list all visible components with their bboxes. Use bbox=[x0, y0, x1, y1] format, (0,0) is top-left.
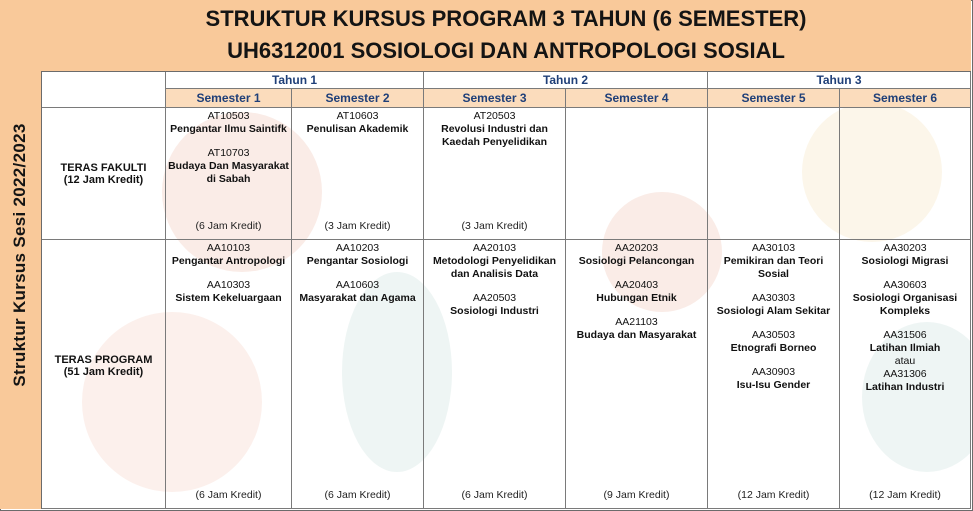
course-spacer bbox=[292, 268, 423, 279]
side-label: Struktur Kursus Sesi 2022/2023 bbox=[10, 123, 29, 387]
course-code: AT10503 bbox=[207, 110, 250, 122]
credit-hours: (6 Jam Kredit) bbox=[324, 489, 391, 501]
course-code: AA10603 bbox=[335, 279, 380, 291]
course-cell bbox=[566, 240, 708, 509]
course-name: Budaya Dan Masyarakat di Sabah bbox=[168, 160, 289, 185]
semester-header: Semester 3 bbox=[424, 89, 566, 108]
course-name: Latihan Industri bbox=[865, 381, 945, 393]
course-cell bbox=[566, 108, 708, 240]
course-name: Metodologi Penyelidikan dan Analisis Data bbox=[432, 255, 557, 280]
course-cell bbox=[292, 240, 424, 509]
course-code: AA20103 bbox=[472, 242, 517, 254]
course-code: AT10603 bbox=[336, 110, 379, 122]
course-cell bbox=[424, 240, 566, 509]
course-name: Hubungan Etnik bbox=[596, 292, 677, 304]
course-code: AA21103 bbox=[615, 316, 658, 328]
course-spacer bbox=[708, 355, 839, 366]
year-header: Tahun 3 bbox=[708, 72, 971, 89]
course-name: Sosiologi Organisasi Kompleks bbox=[852, 292, 958, 317]
credit-hours: (3 Jam Kredit) bbox=[324, 220, 391, 232]
credit-hours: (6 Jam Kredit) bbox=[195, 220, 262, 232]
course-spacer bbox=[166, 268, 291, 279]
course-cell bbox=[292, 108, 424, 240]
year-header: Tahun 2 bbox=[424, 72, 708, 89]
row-label-text bbox=[42, 162, 165, 186]
course-cell bbox=[840, 108, 971, 240]
course-code: AA30303 bbox=[751, 292, 796, 304]
title-line-1: STRUKTUR KURSUS PROGRAM 3 TAHUN (6 SEMESTER) bbox=[205, 6, 807, 31]
course-spacer bbox=[566, 305, 707, 316]
course-name: Sosiologi Alam Sekitar bbox=[716, 305, 831, 317]
course-name: Pemikiran dan Teori Sosial bbox=[723, 255, 824, 280]
course-code: AA31306 bbox=[883, 368, 927, 380]
course-spacer bbox=[708, 281, 839, 292]
row-label-title: TERAS PROGRAM bbox=[54, 354, 153, 366]
credit-hours: (3 Jam Kredit) bbox=[461, 220, 528, 232]
course-name: Etnografi Borneo bbox=[730, 342, 817, 354]
course-spacer bbox=[166, 136, 291, 147]
course-spacer bbox=[840, 268, 970, 279]
course-cell bbox=[840, 240, 971, 509]
semester-header: Semester 1 bbox=[166, 89, 292, 108]
course-name: Sosiologi Industri bbox=[450, 305, 539, 317]
course-code: AT10703 bbox=[207, 147, 250, 159]
row-label-credit: (12 Jam Kredit) bbox=[63, 174, 144, 186]
credit-hours: (6 Jam Kredit) bbox=[195, 489, 262, 501]
course-spacer bbox=[424, 281, 565, 292]
course-spacer bbox=[708, 318, 839, 329]
course-name: Sosiologi Migrasi bbox=[861, 255, 949, 267]
course-code: AA20403 bbox=[614, 279, 659, 291]
credit-hours: (12 Jam Kredit) bbox=[737, 489, 810, 501]
course-code: AA30203 bbox=[883, 242, 927, 254]
course-name: Revolusi Industri dan Kaedah Penyelidikan bbox=[441, 123, 548, 148]
credit-hours: (6 Jam Kredit) bbox=[461, 489, 528, 501]
course-code: AT20503 bbox=[473, 110, 516, 122]
title-line-2: UH6312001 SOSIOLOGI DAN ANTROPOLOGI SOSIAL bbox=[227, 38, 785, 63]
course-spacer bbox=[840, 318, 970, 329]
side-banner bbox=[0, 0, 42, 509]
credit-hours: (12 Jam Kredit) bbox=[869, 489, 941, 501]
year-header: Tahun 1 bbox=[166, 72, 424, 89]
course-name: Isu-Isu Gender bbox=[736, 379, 811, 391]
course-name: Penulisan Akademik bbox=[306, 123, 409, 135]
semester-header: Semester 4 bbox=[566, 89, 708, 108]
row-label bbox=[42, 108, 166, 240]
course-code: AA10203 bbox=[335, 242, 380, 254]
course-name: Pengantar Antropologi bbox=[171, 255, 286, 267]
course-or: atau bbox=[894, 355, 916, 367]
row-label-title: TERAS FAKULTI bbox=[60, 162, 147, 174]
course-cell bbox=[708, 240, 840, 509]
course-name: Sosiologi Pelancongan bbox=[578, 255, 695, 267]
semester-header: Semester 5 bbox=[708, 89, 840, 108]
row-label-credit: (51 Jam Kredit) bbox=[63, 366, 144, 378]
course-code: AA20203 bbox=[614, 242, 659, 254]
course-code: AA30903 bbox=[751, 366, 796, 378]
course-name: Pengantar Sosiologi bbox=[306, 255, 409, 267]
course-code: AA20503 bbox=[472, 292, 517, 304]
course-code: AA30503 bbox=[751, 329, 796, 341]
credit-hours: (9 Jam Kredit) bbox=[603, 489, 670, 501]
title-banner bbox=[41, 0, 971, 72]
course-cell bbox=[424, 108, 566, 240]
course-name: Pengantar Ilmu Saintifk bbox=[170, 123, 287, 135]
course-name: Latihan Ilmiah bbox=[869, 342, 941, 354]
semester-header: Semester 6 bbox=[840, 89, 971, 108]
course-name: Masyarakat dan Agama bbox=[299, 292, 416, 304]
row-label-text bbox=[42, 354, 165, 378]
course-code: AA30603 bbox=[883, 279, 927, 291]
semester-header: Semester 2 bbox=[292, 89, 424, 108]
course-name: Budaya dan Masyarakat bbox=[576, 329, 697, 341]
course-code: AA31506 bbox=[883, 329, 927, 341]
course-spacer bbox=[566, 268, 707, 279]
course-cell bbox=[708, 108, 840, 240]
course-code: AA30103 bbox=[751, 242, 796, 254]
course-code: AA10103 bbox=[206, 242, 251, 254]
table-corner bbox=[42, 72, 166, 108]
course-cell bbox=[166, 108, 292, 240]
course-cell bbox=[166, 240, 292, 509]
row-label bbox=[42, 240, 166, 509]
course-code: AA10303 bbox=[206, 279, 251, 291]
course-name: Sistem Kekeluargaan bbox=[175, 292, 282, 304]
